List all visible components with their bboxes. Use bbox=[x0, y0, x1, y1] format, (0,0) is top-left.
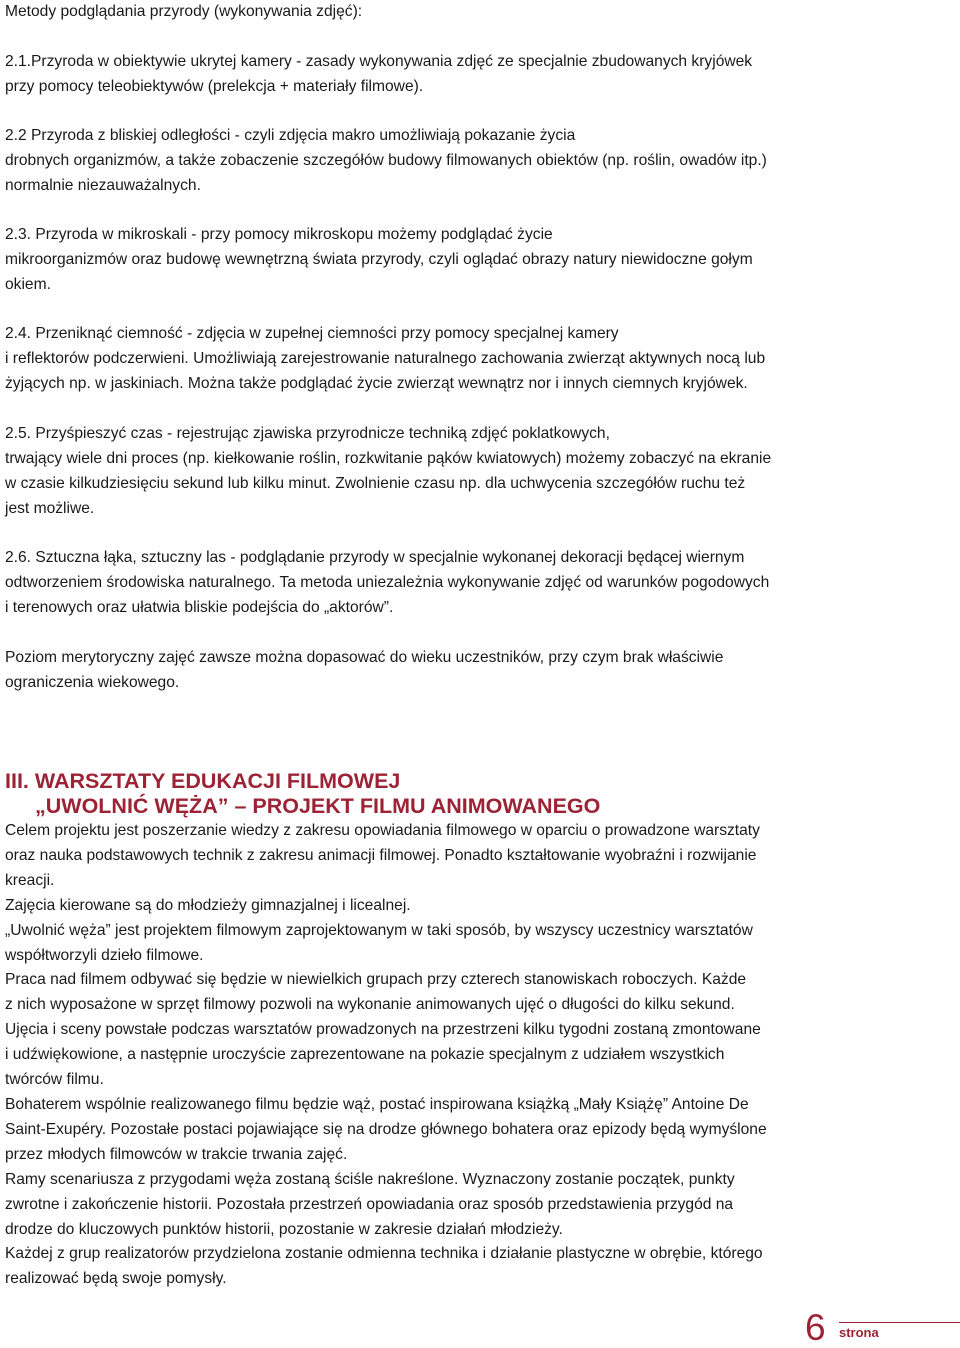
method-line: trwający wiele dni proces (np. kiełkowanie roślin, rozkwitanie pąków kwiatowych) możemy zobaczyć na ekranie bbox=[5, 449, 772, 467]
section-body-line: twórców filmu. bbox=[5, 1071, 104, 1089]
method-line: i terenowych oraz ułatwia bliskie podejścia do „aktorów”. bbox=[5, 598, 394, 616]
method-line: normalnie niezauważalnych. bbox=[5, 176, 201, 194]
method-2-2 bbox=[5, 124, 953, 199]
method-line: jest możliwe. bbox=[5, 499, 95, 517]
section-body-line: Zajęcia kierowane są do młodzieży gimnazjalnej i licealnej. bbox=[5, 896, 411, 914]
method-line: 2.4. Przeniknąć ciemność - zdjęcia w zupełnej ciemności przy pomocy specjalnej kamery bbox=[5, 325, 619, 342]
note-line: Poziom merytoryczny zajęć zawsze można dopasować do wieku uczestników, przy czym brak właściwie bbox=[5, 649, 724, 666]
method-line: 2.2 Przyroda z bliskiej odległości - czyli zdjęcia makro umożliwiają pokazanie życia bbox=[5, 127, 576, 144]
section-heading-line-1: III. WARSZTATY EDUKACJI FILMOWEJ bbox=[5, 769, 401, 793]
section-body-line: drodze do kluczowych punktów historii, pozostanie w zakresie działań młodzieży. bbox=[5, 1220, 563, 1238]
method-line: okiem. bbox=[5, 275, 51, 293]
section-heading-line-2: „UWOLNIĆ WĘŻA” – PROJEKT FILMU ANIMOWANEGO bbox=[35, 794, 601, 818]
section-body-line: Saint-Exupéry. Pozostałe postaci pojawiające się na drodze głównego bohatera oraz epizody będą wymyślone bbox=[5, 1120, 767, 1138]
method-2-3 bbox=[5, 223, 953, 298]
method-line: mikroorganizmów oraz budowę wewnętrzną świata przyrody, czyli oglądać obrazy natury niewidoczne gołym bbox=[5, 250, 753, 268]
section-body-line: Praca nad filmem odbywać się będzie w niewielkich grupach przy czterech stanowiskach roboczych. Każde bbox=[5, 971, 747, 989]
page-footer bbox=[0, 1308, 960, 1348]
method-line: 2.1.Przyroda w obiektywie ukrytej kamery - zasady wykonywania zdjęć ze specjalnie zbudowanych kryjówek bbox=[5, 53, 753, 70]
method-2-5 bbox=[5, 422, 953, 522]
method-line: odtworzeniem środowiska naturalnego. Ta metoda uniezależnia wykonywanie zdjęć od warunków pogodowych bbox=[5, 573, 770, 591]
section-body-line: realizować będą swoje pomysły. bbox=[5, 1270, 227, 1288]
method-line: 2.3. Przyroda w mikroskali - przy pomocy mikroskopu możemy podglądać życie bbox=[5, 226, 553, 243]
footer-rule bbox=[839, 1322, 960, 1323]
method-line: żyjących np. w jaskiniach. Można także podglądać życie zwierząt wewnątrz nor i innych ciemnych kryjówek. bbox=[5, 374, 748, 392]
section-body-line: „Uwolnić węża” jest projektem filmowym zaprojektowanym w taki sposób, by wszyscy uczestnicy warsztatów bbox=[5, 921, 753, 939]
method-line: 2.5. Przyśpieszyć czas - rejestrując zjawiska przyrodnicze techniką zdjęć poklatkowych, bbox=[5, 425, 610, 442]
method-2-6 bbox=[5, 546, 953, 621]
section-body-line: i udźwiękowione, a następnie uroczyście zaprezentowane na pokazie specjalnym z udziałem wszystkich bbox=[5, 1046, 725, 1064]
age-note bbox=[5, 646, 953, 696]
method-2-4 bbox=[5, 322, 953, 397]
method-line: przy pomocy teleobiektywów (prelekcja + materiały filmowe). bbox=[5, 77, 424, 95]
method-line: drobnych organizmów, a także zobaczenie szczegółów budowy filmowanych obiektów (np. roślin, owadów itp.) bbox=[5, 151, 767, 169]
section-body bbox=[5, 819, 953, 1292]
section-body-line: współtworzyli dzieło filmowe. bbox=[5, 946, 204, 964]
method-line: i reflektorów podczerwieni. Umożliwiają zarejestrowanie naturalnego zachowania zwierząt aktywnych nocą lub bbox=[5, 349, 766, 367]
page-label: strona bbox=[839, 1325, 879, 1340]
section-body-line: kreacji. bbox=[5, 871, 55, 889]
page-number: 6 bbox=[805, 1307, 826, 1348]
section-body-line: Celem projektu jest poszerzanie wiedzy z zakresu opowiadania filmowego w oparciu o prowadzone warsztaty bbox=[5, 822, 760, 839]
section-body-line: Ujęcia i sceny powstałe podczas warsztatów prowadzonych na przestrzeni kilku tygodni zostaną zmontowane bbox=[5, 1021, 761, 1039]
section-body-line: Bohaterem wspólnie realizowanego filmu będzie wąż, postać inspirowana książką „Mały Książę” Antoine De bbox=[5, 1095, 749, 1113]
section-body-line: zwrotne i zakończenie historii. Pozostała przestrzeń opowiadania oraz sposób przedstawienia przygód na bbox=[5, 1195, 734, 1213]
section-body-line: przez młodych filmowców w trakcie trwania zajęć. bbox=[5, 1145, 348, 1163]
section-heading bbox=[5, 769, 600, 819]
section-body-line: Ramy scenariusza z przygodami węża zostaną ściśle nakreślone. Wyznaczony zostanie początek, punkty bbox=[5, 1170, 735, 1188]
section-body-line: z nich wyposażone w sprzęt filmowy pozwoli na wykonanie animowanych ujęć o długości do kilku sekund. bbox=[5, 996, 735, 1014]
note-line: ograniczenia wiekowego. bbox=[5, 673, 180, 691]
intro-text: Metody podglądania przyrody (wykonywania zdjęć): bbox=[5, 3, 363, 20]
method-line: 2.6. Sztuczna łąka, sztuczny las - podglądanie przyrody w specjalnie wykonanej dekoracji będącej wiernym bbox=[5, 549, 745, 566]
section-body-line: Każdej z grup realizatorów przydzielona zostanie odmienna technika i działanie plastyczne w obrębie, którego bbox=[5, 1245, 763, 1263]
method-line: w czasie kilkudziesięciu sekund lub kilku minut. Zwolnienie czasu np. dla uchwycenia szczegółów ruchu też bbox=[5, 474, 746, 492]
intro-line bbox=[5, 0, 362, 25]
section-body-line: oraz nauka podstawowych technik z zakresu animacji filmowej. Ponadto kształtowanie wyobraźni i rozwijanie bbox=[5, 846, 757, 864]
method-2-1 bbox=[5, 50, 953, 100]
